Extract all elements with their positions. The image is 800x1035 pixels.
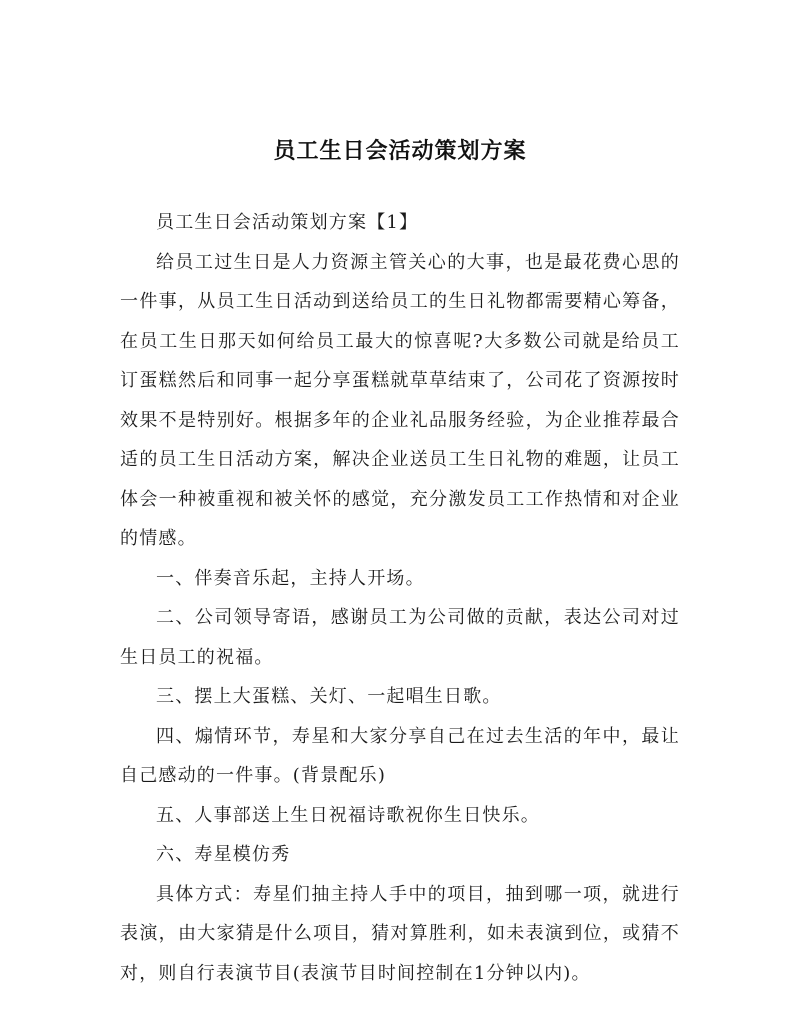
intro-paragraph: 给员工过生日是人力资源主管关心的大事，也是最花费心思的一件事，从员工生日活动到送给员工的生日礼物都需要精心筹备，在员工生日那天如何给员工最大的惊喜呢?大多数公司就是给员工订蛋糕然后和同事一起分享蛋糕就草草结束了，公司花了资源按时效果不是特别好。根据多年的企业礼品服务经验，为企业推荐最合适的员工生日活动方案，解决企业送员工生日礼物的难题，让员工体会一种被重视和被关怀的感觉，充分激发员工工作热情和对企业的情感。 bbox=[120, 251, 680, 549]
document-title: 员工生日会活动策划方案 bbox=[273, 139, 527, 164]
step-3-paragraph: 三、摆上大蛋糕、关灯、一起唱生日歌。 bbox=[156, 686, 502, 707]
method-paragraph: 具体方式：寿星们抽主持人手中的项目，抽到哪一项，就进行表演，由大家猜是什么项目，猜对算胜利，如未表演到位，或猜不对，则自行表演节目(表演节目时间控制在1分钟以内)。 bbox=[120, 883, 680, 984]
step-6-paragraph: 六、寿星模仿秀 bbox=[156, 844, 291, 865]
step-5-paragraph: 五、人事部送上生日祝福诗歌祝你生日快乐。 bbox=[156, 804, 540, 826]
step-4-paragraph: 四、煽情环节，寿星和大家分享自己在过去生活的年中，最让自己感动的一件事。(背景配乐) bbox=[120, 725, 680, 786]
document-body bbox=[120, 203, 680, 993]
step-2-paragraph: 二、公司领导寄语，感谢员工为公司做的贡献，表达公司对过生日员工的祝福。 bbox=[120, 607, 680, 668]
section-heading: 员工生日会活动策划方案【1】 bbox=[156, 212, 419, 233]
step-1-paragraph: 一、伴奏音乐起，主持人开场。 bbox=[156, 567, 425, 589]
